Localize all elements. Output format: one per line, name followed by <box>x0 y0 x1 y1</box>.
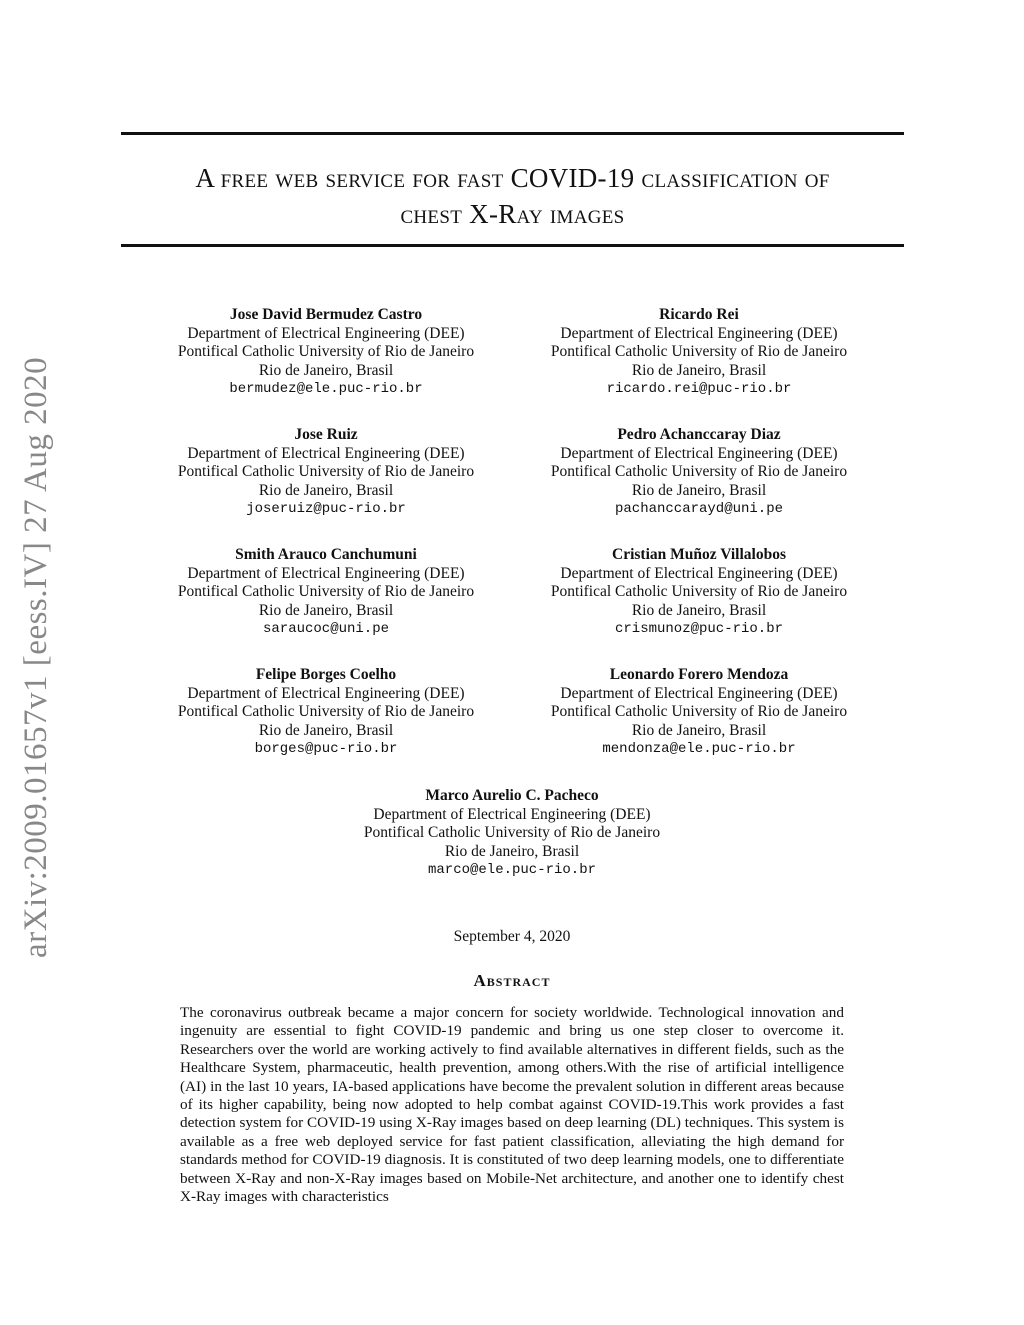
paper-date: September 4, 2020 <box>453 928 571 945</box>
author-city: Rio de Janeiro, Brasil <box>258 721 394 739</box>
author-email: joseruiz@puc-rio.br <box>246 501 406 517</box>
author-name: Jose Ruiz <box>294 426 358 443</box>
abstract-heading: Abstract <box>473 971 551 990</box>
author-name: Cristian Muñoz Villalobos <box>612 546 786 563</box>
title-top-rule <box>121 132 904 135</box>
author-block <box>136 426 516 519</box>
author-block <box>509 306 889 399</box>
author-university: Pontifical Catholic University of Rio de Janeiro <box>177 703 475 720</box>
author-email: borges@puc-rio.br <box>254 741 398 757</box>
author-city: Rio de Janeiro, Brasil <box>444 842 580 860</box>
author-department: Department of Electrical Engineering (DEE) <box>560 684 838 702</box>
author-university: Pontifical Catholic University of Rio de Janeiro <box>550 343 848 360</box>
author-city: Rio de Janeiro, Brasil <box>258 481 394 499</box>
title-line-1: A free web service for fast COVID-19 classification of <box>195 163 830 193</box>
author-block <box>136 546 516 639</box>
author-department: Department of Electrical Engineering (DEE) <box>560 324 838 342</box>
paper-title <box>121 160 904 232</box>
author-block <box>509 666 889 759</box>
author-university: Pontifical Catholic University of Rio de Janeiro <box>550 703 848 720</box>
author-university: Pontifical Catholic University of Rio de Janeiro <box>550 463 848 480</box>
author-city: Rio de Janeiro, Brasil <box>631 361 767 379</box>
author-email: saraucoc@uni.pe <box>262 621 390 637</box>
author-name: Smith Arauco Canchumuni <box>235 546 417 563</box>
author-department: Department of Electrical Engineering (DEE) <box>187 444 465 462</box>
author-university: Pontifical Catholic University of Rio de Janeiro <box>177 463 475 480</box>
author-email: bermudez@ele.puc-rio.br <box>229 381 423 397</box>
author-block <box>509 546 889 639</box>
title-bottom-rule <box>121 244 904 247</box>
author-block <box>322 787 702 880</box>
author-email: pachanccarayd@uni.pe <box>614 501 784 517</box>
author-city: Rio de Janeiro, Brasil <box>631 481 767 499</box>
author-city: Rio de Janeiro, Brasil <box>258 361 394 379</box>
author-email: marco@ele.puc-rio.br <box>427 862 597 878</box>
author-email: ricardo.rei@puc-rio.br <box>606 381 792 397</box>
author-name: Marco Aurelio C. Pacheco <box>425 787 599 804</box>
author-name: Pedro Achanccaray Diaz <box>617 426 781 443</box>
author-university: Pontifical Catholic University of Rio de Janeiro <box>177 583 475 600</box>
author-block <box>509 426 889 519</box>
author-department: Department of Electrical Engineering (DEE) <box>187 324 465 342</box>
author-email: mendonza@ele.puc-rio.br <box>602 741 796 757</box>
title-line-2: chest X-Ray images <box>400 199 625 229</box>
abstract-body: The coronavirus outbreak became a major concern for society worldwide. Technological innovation and ingenuity are essential to fight COVID-19 pandemic and bring us one step closer to overcome it. Researchers over the world are working actively to find available alternatives in different fields, such as the Healthcare System, pharmaceutic, health prevention, among others.With the rise of artificial intelligence (AI) in the last 10 years, IA-based applications have become the prevalent solution in different areas because of its higher capability, being now adopted to help combat against COVID-19.This work provides a fast detection system for COVID-19 using X-Ray images based on deep learning (DL) techniques. This system is available as a free web deployed service for fast patient classification, alleviating the high demand for standards method for COVID-19 diagnosis. It is constituted of two deep learning models, one to differentiate between X-Ray and non-X-Ray images based on Mobile-Net architecture, and another one to identify chest X-Ray images with characteristics <box>180 1004 844 1206</box>
author-department: Department of Electrical Engineering (DEE) <box>560 564 838 582</box>
author-block <box>136 666 516 759</box>
author-block <box>136 306 516 399</box>
author-university: Pontifical Catholic University of Rio de Janeiro <box>363 824 661 841</box>
author-name: Jose David Bermudez Castro <box>229 306 423 323</box>
author-department: Department of Electrical Engineering (DEE) <box>373 805 651 823</box>
author-department: Department of Electrical Engineering (DEE) <box>560 444 838 462</box>
author-department: Department of Electrical Engineering (DEE) <box>187 564 465 582</box>
author-department: Department of Electrical Engineering (DEE) <box>187 684 465 702</box>
author-name: Felipe Borges Coelho <box>255 666 397 683</box>
author-university: Pontifical Catholic University of Rio de Janeiro <box>177 343 475 360</box>
author-name: Ricardo Rei <box>659 306 739 323</box>
author-city: Rio de Janeiro, Brasil <box>631 721 767 739</box>
author-email: crismunoz@puc-rio.br <box>614 621 784 637</box>
author-city: Rio de Janeiro, Brasil <box>631 601 767 619</box>
author-city: Rio de Janeiro, Brasil <box>258 601 394 619</box>
author-university: Pontifical Catholic University of Rio de Janeiro <box>550 583 848 600</box>
author-name: Leonardo Forero Mendoza <box>609 666 789 683</box>
arxiv-identifier: arXiv:2009.01657v1 [eess.IV] 27 Aug 2020 <box>18 356 54 958</box>
